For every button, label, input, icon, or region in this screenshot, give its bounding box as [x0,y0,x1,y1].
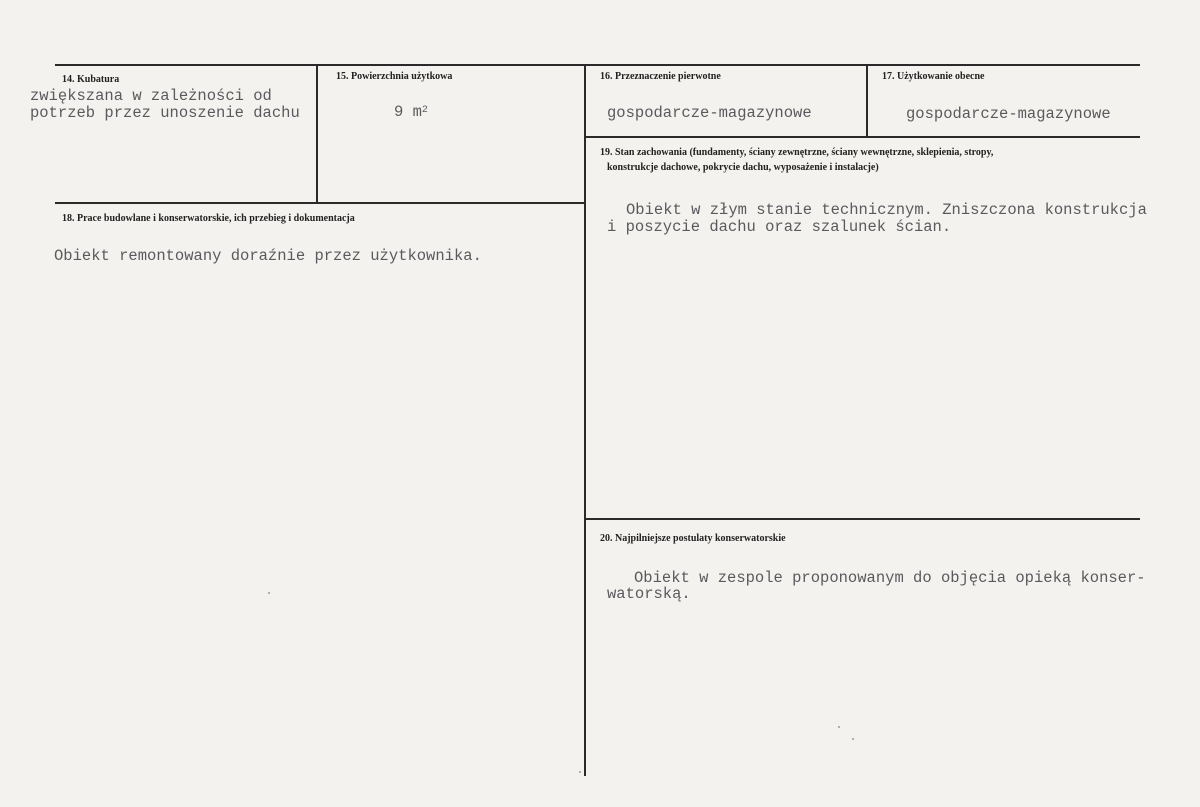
rule-under-14-15 [55,202,586,204]
top-rule [55,64,1140,66]
field-19-value-line1: Obiekt w złym stanie technicznym. Zniszczona konstrukcja [626,201,1147,219]
field-20-value-line1: Obiekt w zespole proponowanym do objęcia opieką konser- [634,569,1146,587]
divider-16-17 [866,64,868,137]
field-20-value-line2: watorską. [607,585,691,603]
paper-speck [838,726,840,728]
field-15-value [394,103,428,124]
field-15-label: 15. Powierzchnia użytkowa [336,71,453,82]
field-17-label: 17. Użytkowanie obecne [882,71,985,82]
field-18-label: 18. Prace budowlane i konserwatorskie, ich przebieg i dokumentacja [62,213,355,224]
field-17-value: gospodarcze-magazynowe [906,105,1111,123]
field-15-value-number: 9 m [394,103,422,121]
divider-14-15 [316,64,318,203]
field-16-value: gospodarcze-magazynowe [607,104,812,122]
field-19-value-line2: i poszycie dachu oraz szalunek ścian. [607,218,952,236]
paper-speck [579,771,581,773]
field-14-value-line2: potrzeb przez unoszenie dachu [30,104,300,122]
rule-above-20 [585,518,1140,520]
rule-under-16-17 [585,136,1140,138]
field-14-label: 14. Kubatura [62,74,120,85]
field-19-label-line1: 19. Stan zachowania (fundamenty, ściany zewnętrzne, ściany wewnętrzne, sklepienia, stropy, [600,147,994,158]
field-18-value: Obiekt remontowany doraźnie przez użytkownika. [54,247,482,265]
field-19-label-line2: konstrukcje dachowe, pokrycie dachu, wyposażenie i instalacje) [607,162,879,173]
field-20-label: 20. Najpilniejsze postulaty konserwatorskie [600,533,786,544]
field-14-value-line1: zwiększana w zależności od [30,87,272,105]
paper-speck [268,592,270,594]
field-16-label: 16. Przeznaczenie pierwotne [600,71,721,82]
field-15-value-sup: 2 [421,105,428,116]
paper-speck [852,738,854,740]
divider-main [584,64,586,776]
